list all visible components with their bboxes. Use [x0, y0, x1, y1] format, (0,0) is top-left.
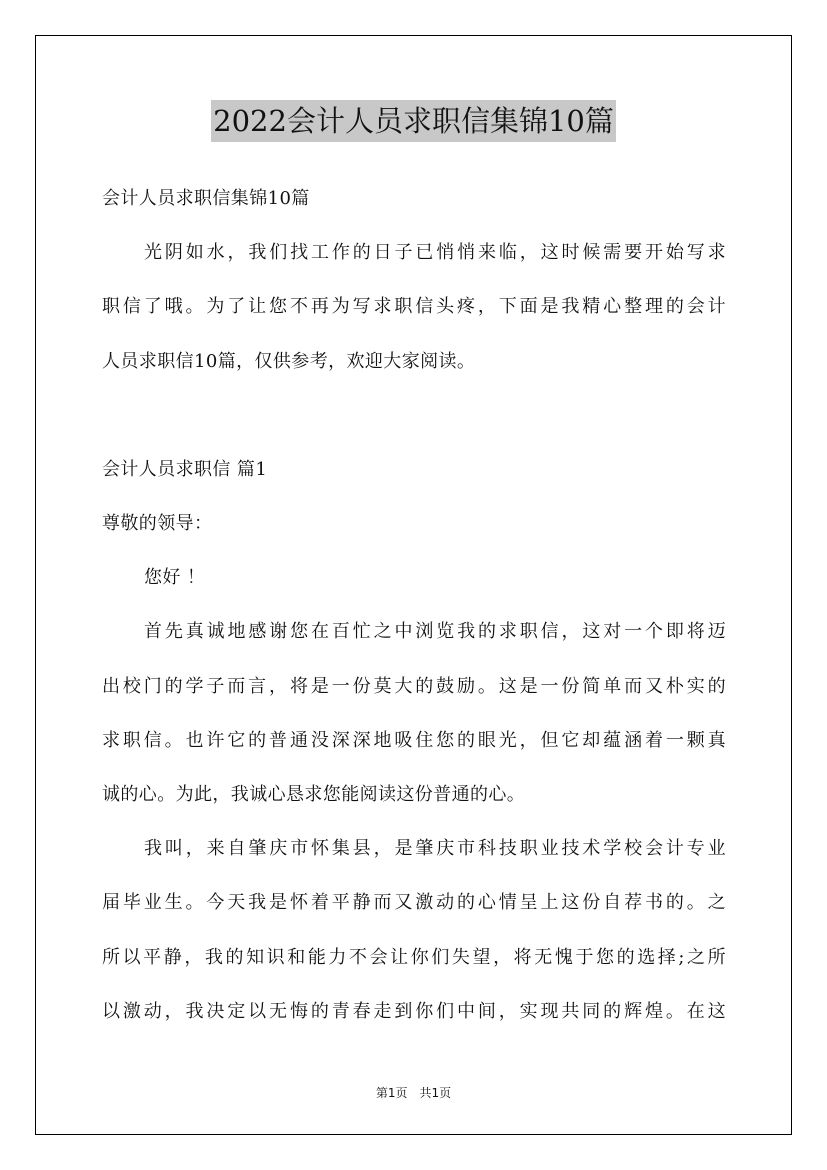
document-title: 2022会计人员求职信集锦10篇: [211, 100, 616, 142]
body-line: 我叫，来自肇庆市怀集县，是肇庆市科技职业技术学校会计专业: [144, 838, 726, 860]
body-line: 以激动，我决定以无悔的青春走到你们中间，实现共同的辉煌。在这: [102, 1000, 726, 1022]
body-line: 所以平静，我的知识和能力不会让你们失望，将无愧于您的选择;之所: [102, 946, 726, 968]
salutation: 尊敬的领导：: [102, 513, 213, 535]
body-line: 出校门的学子而言，将是一份莫大的鼓励。这是一份简单而又朴实的: [102, 675, 726, 697]
document-body: [102, 172, 726, 1039]
subtitle: 会计人员求职信集锦10篇: [102, 188, 310, 209]
body-line: 首先真诚地感谢您在百忙之中浏览我的求职信，这对一个即将迈: [144, 621, 726, 643]
body-line: 诚的心。为此，我诚心恳求您能阅读这份普通的心。: [102, 784, 526, 806]
body-line: 求职信。也许它的普通没深深地吸住您的眼光，但它却蕴涵着一颗真: [102, 729, 726, 751]
title-container: [0, 100, 827, 142]
page-footer: 第1页 共1页: [375, 1086, 452, 1100]
intro-line: 职信了哦。为了让您不再为写求职信头疼，下面是我精心整理的会计: [102, 296, 726, 318]
greeting: 您好 ！: [144, 567, 206, 589]
intro-line: 光阴如水，我们找工作的日子已悄悄来临，这时候需要开始写求: [144, 242, 726, 264]
intro-line: 人员求职信10篇，仅供参考，欢迎大家阅读。: [102, 350, 476, 372]
body-line: 届毕业生。今天我是怀着平静而又激动的心情呈上这份自荐书的。之: [102, 892, 726, 914]
section-heading: 会计人员求职信 篇1: [102, 458, 268, 480]
paragraph-gap: [102, 389, 726, 443]
